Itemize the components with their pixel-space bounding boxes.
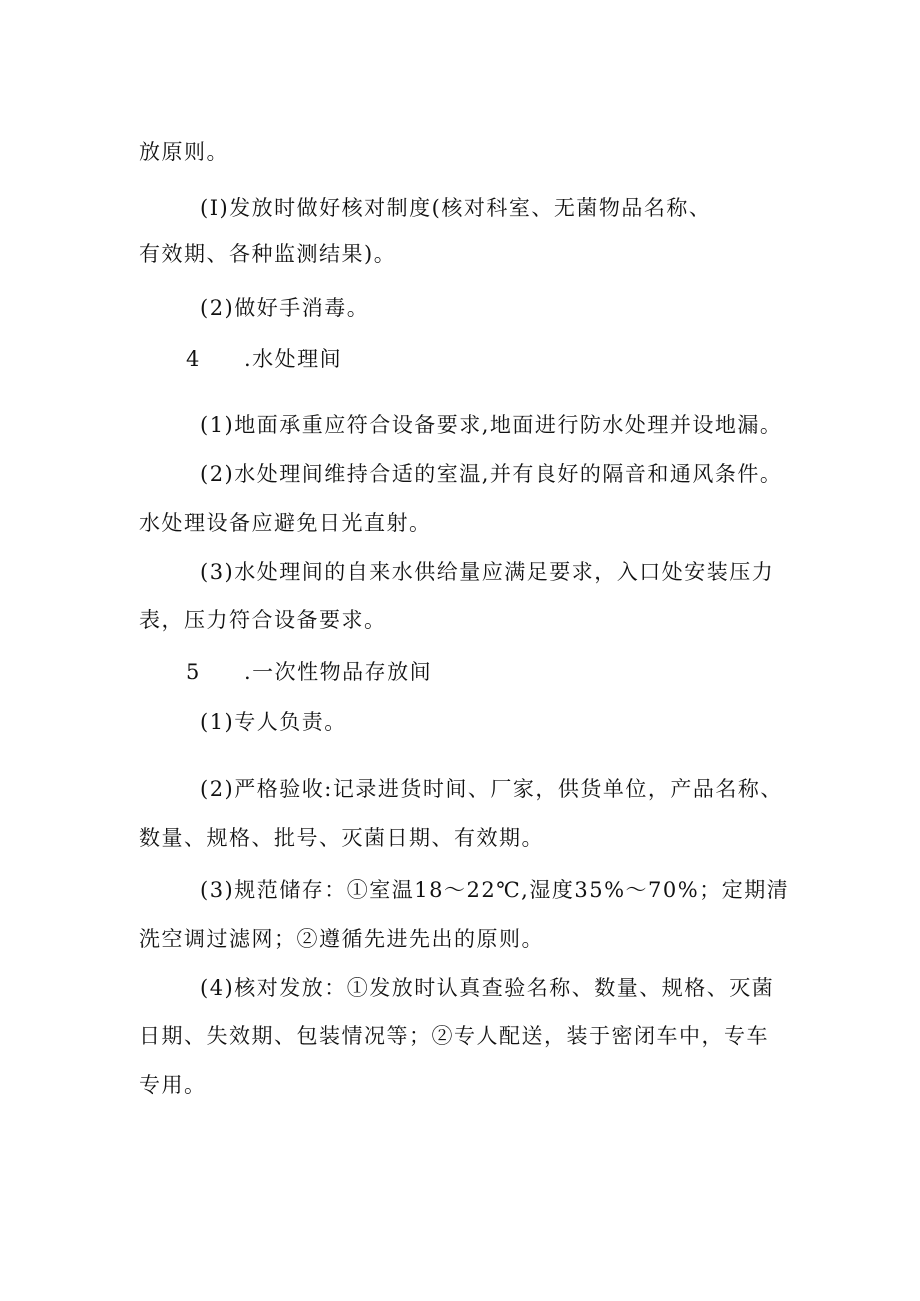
paragraph-line: (1)地面承重应符合设备要求,地面进行防水处理并设地漏。: [200, 413, 783, 437]
paragraph-line: (3)规范储存：①室温18～22℃,湿度35%～70%；定期清: [200, 878, 790, 902]
paragraph-line: 放原则。: [139, 140, 229, 164]
paragraph-line: (2)做好手消毒。: [200, 296, 370, 320]
paragraph-line: (I)发放时做好核对制度(核对科室、无菌物品名称、: [200, 196, 712, 220]
paragraph-line: 表，压力符合设备要求。: [139, 608, 387, 632]
section-number: 5: [186, 660, 200, 684]
paragraph-line: (4)核对发放：①发放时认真查验名称、数量、规格、灭菌: [200, 976, 775, 1000]
paragraph-line: 水处理设备应避免日光直射。: [139, 511, 432, 535]
paragraph-line: (2)水处理间维持合适的室温,并有良好的隔音和通风条件。: [200, 462, 783, 486]
paragraph-line: 洗空调过滤网；②遵循先进先出的原则。: [139, 927, 544, 951]
paragraph-line: 有效期、各种监测结果)。: [139, 242, 397, 266]
paragraph-line: 数量、规格、批号、灭菌日期、有效期。: [139, 826, 544, 850]
section-number: 4: [186, 347, 200, 371]
section-heading: .一次性物品存放间: [244, 660, 433, 684]
paragraph-line: (3)水处理间的自来水供给量应满足要求，入口处安装压力: [200, 560, 775, 584]
paragraph-line: (1)专人负责。: [200, 710, 347, 734]
section-heading: .水处理间: [244, 347, 343, 371]
paragraph-line: 日期、失效期、包装情况等；②专人配送，装于密闭车中，专车: [139, 1024, 769, 1048]
paragraph-line: 专用。: [139, 1073, 207, 1097]
paragraph-line: (2)严格验收:记录进货时间、厂家，供货单位，产品名称、: [200, 777, 783, 801]
